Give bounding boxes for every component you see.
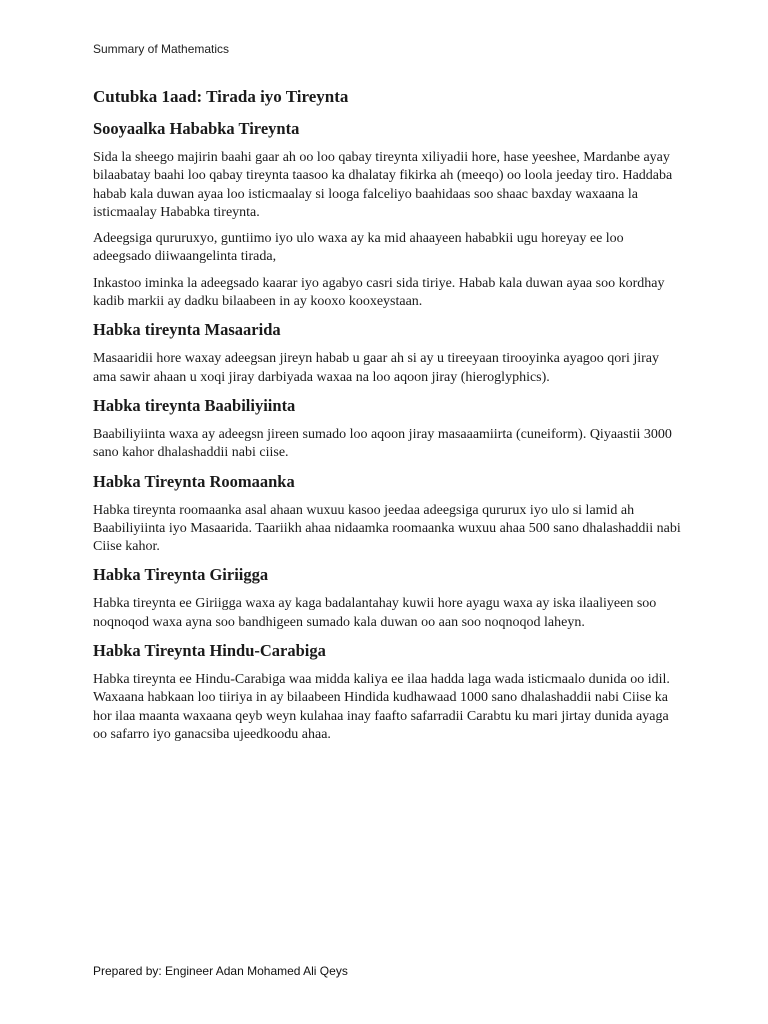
paragraph: Masaaridii hore waxay adeegsan jireyn habab u gaar ah si ay u tireeyaan tirooyinka ayagoo qori jiray ama sawir ahaan u xoqi jiray darbiyada waxaa na loo aqoon jiray (hieroglyphics). xyxy=(93,351,660,385)
paragraph: Habka tireynta roomaanka asal ahaan wuxuu kasoo jeedaa adeegsiga qururux iyo ulo si lamid ah Baabiliyiinta iyo Masaarida. Taariikh ahaa nidaamka roomaanka wuxuu ahaa 500 sano dhalashaddii nabi Ciise kahor. xyxy=(93,502,681,555)
section-heading: Habka tireynta Masaarida xyxy=(93,320,281,340)
section-heading: Habka Tireynta Giriigga xyxy=(93,565,269,585)
section-hindu-arabic xyxy=(93,640,683,744)
section-heading: Habka tireynta Baabiliyiinta xyxy=(93,395,296,415)
section-heading: Habka Tireynta Roomaanka xyxy=(93,471,295,491)
section-roman xyxy=(93,471,683,557)
section-greek xyxy=(93,564,683,632)
paragraph: Habka tireynta ee Hindu-Carabiga waa midda kaliya ee ilaa hadda laga wada isticmaalo dunida oo idil. Waxaana habkaan loo tiiriya in ay bilaabeen Hindida kudhawaad 1000 sano dhalashaddii nabi Ciise ka hor ilaa maanta waxaana qeyb weyn kulahaa inay faafto safarradii Carabtu ku mari jirtay dunida ayaga oo safarro iyo ganacsiba ujeedkoodu ahaa. xyxy=(93,672,670,742)
running-footer: Prepared by: Engineer Adan Mohamed Ali Qeys xyxy=(93,964,348,978)
section-history xyxy=(93,118,683,311)
paragraph: Inkastoo iminka la adeegsado kaarar iyo agabyo casri sida tiriye. Habab kala duwan ayaa soo kordhay kadib markii ay dadku bilaabeen in ay kooxo kooxeystaan. xyxy=(93,275,665,310)
paragraph: Habka tireynta ee Giriigga waxa ay kaga badalantahay kuwii hore ayagu waxa ay iska ilaaliyeen soo noqnoqod waxa ayna soo bandhigeen sumado kala duwan oo aan soo noqnoqod laheyn. xyxy=(93,596,657,630)
running-header: Summary of Mathematics xyxy=(93,42,230,56)
section-heading: Sooyaalka Hababka Tireynta xyxy=(93,119,300,138)
paragraph: Baabiliyiinta waxa ay adeegsn jireen sumado loo aqoon jiray masaaamiirta (cuneiform). Qiyaastii 3000 sano kahor dhalashaddii nabi ciise. xyxy=(93,426,672,461)
chapter-title: Cutubka 1aad: Tirada iyo Tireynta xyxy=(93,87,349,106)
document-content xyxy=(93,86,683,752)
paragraph: Sida la sheego majirin baahi gaar ah oo loo qabay tireynta xiliyadii hore, hase yeeshee, Mardanbe ayay bilaabatay baahi loo qabay tireynta taasoo ka dhalatay fikirka ah (meeqo) oo loola jeeday tiro. Haddaba habab kala duwan ayaa loo isticmaalay si looga falceliyo baahidaas soo shaac baxday waxaana la isticmaalay Hababka tireynta. xyxy=(93,150,673,220)
section-babylonian xyxy=(93,395,683,463)
section-egyptian xyxy=(93,319,683,387)
section-heading: Habka Tireynta Hindu-Carabiga xyxy=(93,641,326,661)
paragraph: Adeegsiga qururuxyo, guntiimo iyo ulo waxa ay ka mid ahaayeen hababkii ugu horeyay ee loo adeegsado diiwaangelinta tirada, xyxy=(93,231,624,265)
